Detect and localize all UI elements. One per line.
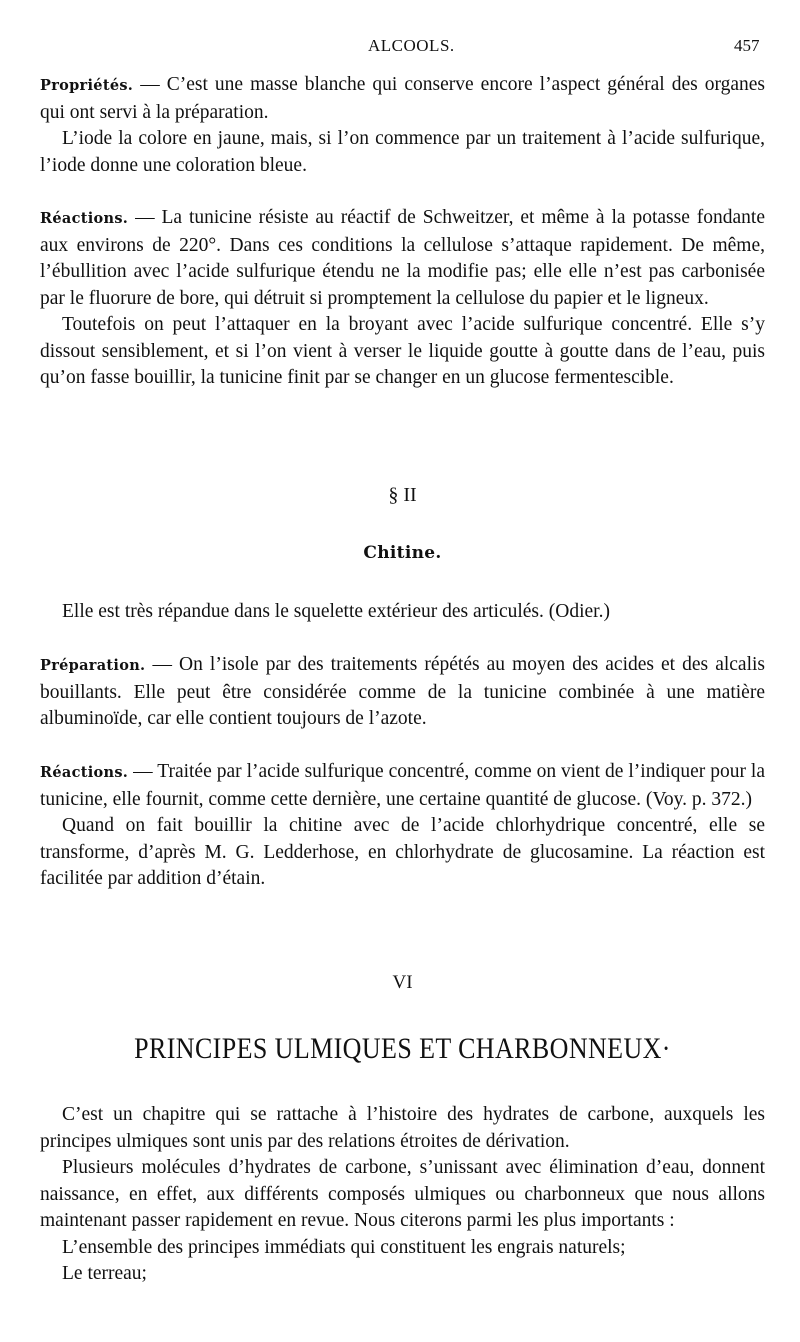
- iode-paragraph: L’iode la colore en jaune, mais, si l’on commence par un traitement à l’acide sulfurique, l’iode donne une coloration bleue.: [40, 128, 765, 176]
- proprietes-paragraph: [40, 72, 765, 126]
- preparation-section: [40, 652, 765, 733]
- proprietes-section: [40, 72, 765, 179]
- section-title: Chitine.: [363, 543, 442, 563]
- reactions-section-1: [40, 205, 765, 392]
- chapter-paragraph-1: C’est un chapitre qui se rattache à l’histoire des hydrates de carbone, auxquels les principes ulmiques sont unis par des relations étroites de dérivation.: [40, 1104, 765, 1152]
- chitine-intro: Elle est très répandue dans le squelette extérieur des articulés. (Odier.): [62, 601, 610, 622]
- preparation-text: — On l’isole par des traitements répétés au moyen des acides et des alcalis bouillants. Elle peut être considérée comme de la tunicine combinée à une matière albuminoïde, car elle contient toujours de l’azote.: [40, 654, 766, 729]
- running-title: ALCOOLS.: [368, 36, 455, 55]
- ledderhose-paragraph: Quand on fait bouillir la chitine avec de l’acide chlorhydrique concentré, elle se transforme, d’après M. G. Ledderhose, en chlorhydrate de glucosamine. La réaction est facilitée par addition d’étain.: [40, 815, 765, 889]
- proprietes-lead: Propriétés.: [40, 77, 134, 94]
- preparation-paragraph: [40, 652, 765, 733]
- reactions-1-lead: Réactions.: [40, 210, 129, 227]
- chapter-paragraph-4: Le terreau;: [62, 1263, 147, 1284]
- chapter-paragraph-2: Plusieurs molécules d’hydrates de carbone, s’unissant avec élimination d’eau, donnent naissance, en effet, aux différents composés ulmiques ou charbonneux que nous allons maintenant passer rapidement en revue. Nous citerons parmi les plus importants :: [40, 1157, 765, 1231]
- toutefois-paragraph: Toutefois on peut l’attaquer en la broyant avec l’acide sulfurique concentré. Elle s’y dissout sensiblement, et si l’on vient à verser le liquide goutte à goutte dans de l’eau, puis qu’on fasse bouillir, la tunicine finit par se changer en un glucose fermentescible.: [40, 314, 765, 388]
- reactions-2-text: — Traitée par l’acide sulfurique concentré, comme on vient de l’indiquer pour la tunicine, elle fournit, comme cette dernière, une certaine quantité de glucose. (Voy. p. 372.): [40, 761, 765, 810]
- reactions-2-paragraph: [40, 759, 765, 813]
- reactions-1-text: — La tunicine résiste au réactif de Schweitzer, et même à la potasse fondante aux environs de 220°. Dans ces conditions la cellulose s’attaque rapidement. De même, l’ébullition avec l’acide sulfurique étendu ne la modifie pas; elle elle n’est pas carbonisée par le fluorure de bore, qui détruit si promptement la cellulose du papier et le ligneux.: [40, 207, 766, 309]
- page-number: 457: [734, 36, 760, 55]
- running-header: [0, 36, 800, 60]
- chitine-intro-section: [40, 599, 765, 626]
- proprietes-text: — C’est une masse blanche qui conserve encore l’aspect général des organes qui ont servi à la préparation.: [40, 74, 766, 123]
- preparation-lead: Préparation.: [40, 657, 146, 674]
- reactions-section-2: [40, 759, 765, 893]
- chapter-title: PRINCIPES ULMIQUES ET CHARBONNEUX·: [134, 1031, 671, 1066]
- chapter-body: [40, 1102, 765, 1288]
- reactions-1-paragraph: [40, 205, 765, 312]
- chapter-paragraph-3: L’ensemble des principes immédiats qui constituent les engrais naturels;: [62, 1236, 626, 1258]
- section-mark: § II: [388, 484, 417, 506]
- chapter-number: VI: [392, 972, 413, 993]
- reactions-2-lead: Réactions.: [40, 764, 129, 781]
